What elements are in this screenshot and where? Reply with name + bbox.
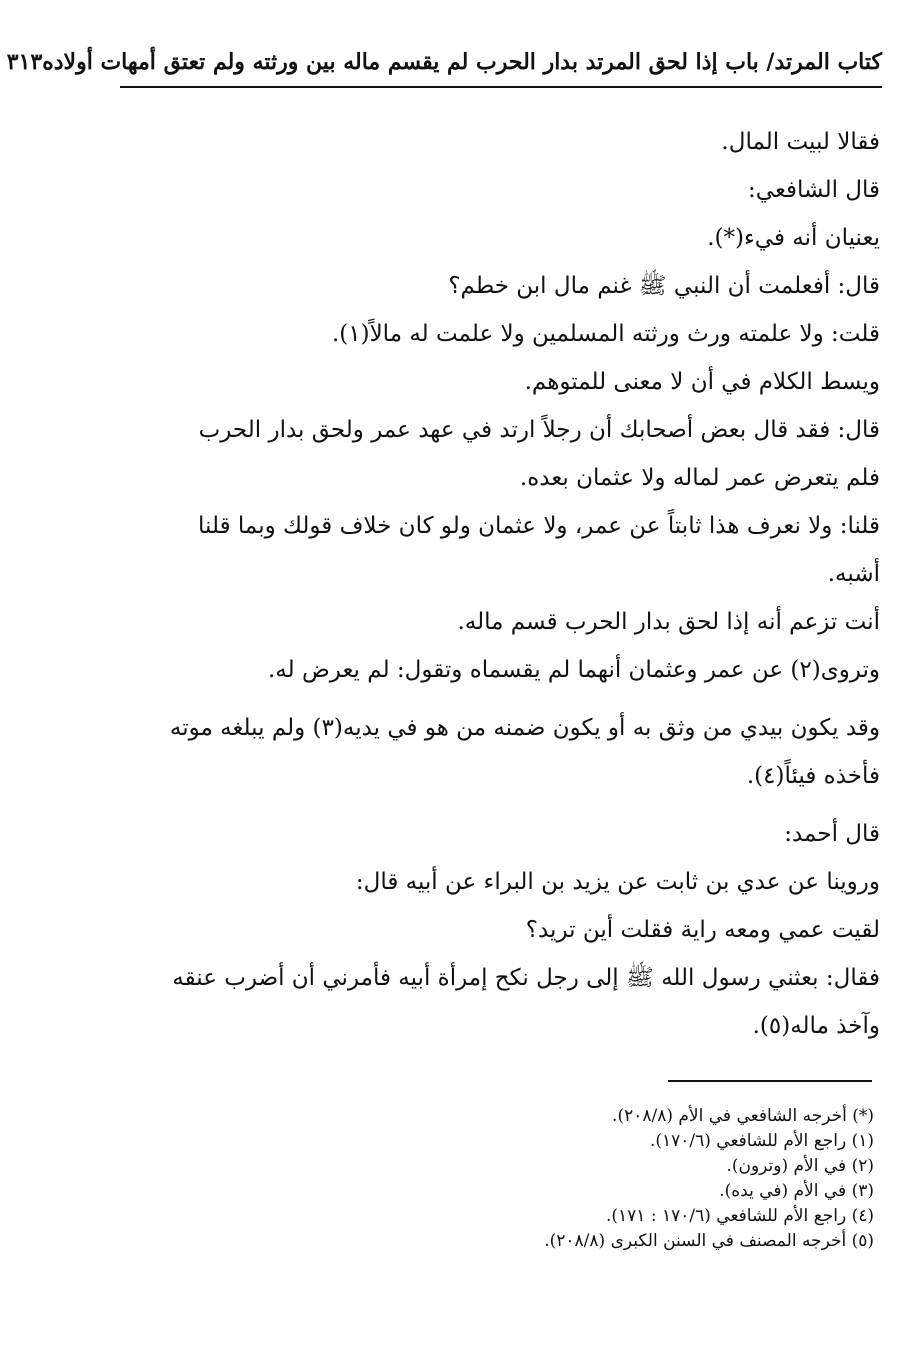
- text-line: فقال: بعثني رسول الله ﷺ إلى رجل نكح إمرأة أبيه فأمرني أن أضرب عنقه: [172, 965, 880, 991]
- footnote-item: (٢) في الأم (وترون).: [726, 1156, 874, 1176]
- footnotes: [260, 1104, 874, 1254]
- header-divider: [120, 86, 882, 88]
- text-line: فقالا لبيت المال.: [721, 129, 880, 155]
- footnote-item: (٥) أخرجه المصنف في السنن الكبرى (٢٠٨/٨).: [544, 1231, 874, 1251]
- text-line: فأخذه فيئاً(٤).: [746, 763, 880, 789]
- text-line: وآخذ ماله(٥).: [752, 1013, 880, 1039]
- text-line: قال: أفعلمت أن النبي ﷺ غنم مال ابن خطم؟: [448, 273, 880, 299]
- footnote-item: (٣) في الأم (في يده).: [719, 1181, 874, 1201]
- main-text: [118, 118, 880, 1050]
- text-line: قال الشافعي:: [748, 177, 880, 203]
- text-line: لقيت عمي ومعه راية فقلت أين تريد؟: [525, 917, 880, 943]
- text-line: قلت: ولا علمته ورث ورثته المسلمين ولا علمت له مالاً(١).: [331, 321, 880, 347]
- footnote-item: (٤) راجع الأم للشافعي (١٧٠/٦ : ١٧١).: [605, 1206, 874, 1226]
- text-line: ويسط الكلام في أن لا معنى للمتوهم.: [524, 369, 880, 395]
- footnote-item: (*) أخرجه الشافعي في الأم (٢٠٨/٨).: [612, 1106, 874, 1126]
- text-line: قال: فقد قال بعض أصحابك أن رجلاً ارتد في عهد عمر ولحق بدار الحرب: [198, 417, 880, 443]
- header-title: كتاب المرتد/ باب إذا لحق المرتد بدار الحرب لم يقسم ماله بين ورثته ولم تعتق أمهات أولاده: [42, 49, 882, 75]
- text-line: أنت تزعم أنه إذا لحق بدار الحرب قسم ماله.: [457, 609, 880, 635]
- running-header: [6, 40, 882, 84]
- text-line: فلم يتعرض عمر لماله ولا عثمان بعده.: [519, 465, 880, 491]
- text-line: وقد يكون بيدي من وثق به أو يكون ضمنه من هو في يديه(٣) ولم يبلغه موته: [169, 715, 880, 741]
- footnote-divider: [668, 1080, 872, 1082]
- text-line: قلنا: ولا نعرف هذا ثابتاً عن عمر، ولا عثمان ولو كان خلاف قولك وبما قلنا: [198, 513, 880, 539]
- text-line: أشبه.: [827, 561, 880, 587]
- text-line: وتروى(٢) عن عمر وعثمان أنهما لم يقسماه وتقول: لم يعرض له.: [268, 657, 880, 683]
- text-line: يعنيان أنه فيء(*).: [707, 225, 880, 251]
- text-line: قال أحمد:: [784, 821, 880, 847]
- text-line: وروينا عن عدي بن ثابت عن يزيد بن البراء عن أبيه قال:: [355, 869, 880, 895]
- footnote-item: (١) راجع الأم للشافعي (١٧٠/٦).: [649, 1131, 874, 1151]
- page-number: ٣١٣: [6, 49, 43, 75]
